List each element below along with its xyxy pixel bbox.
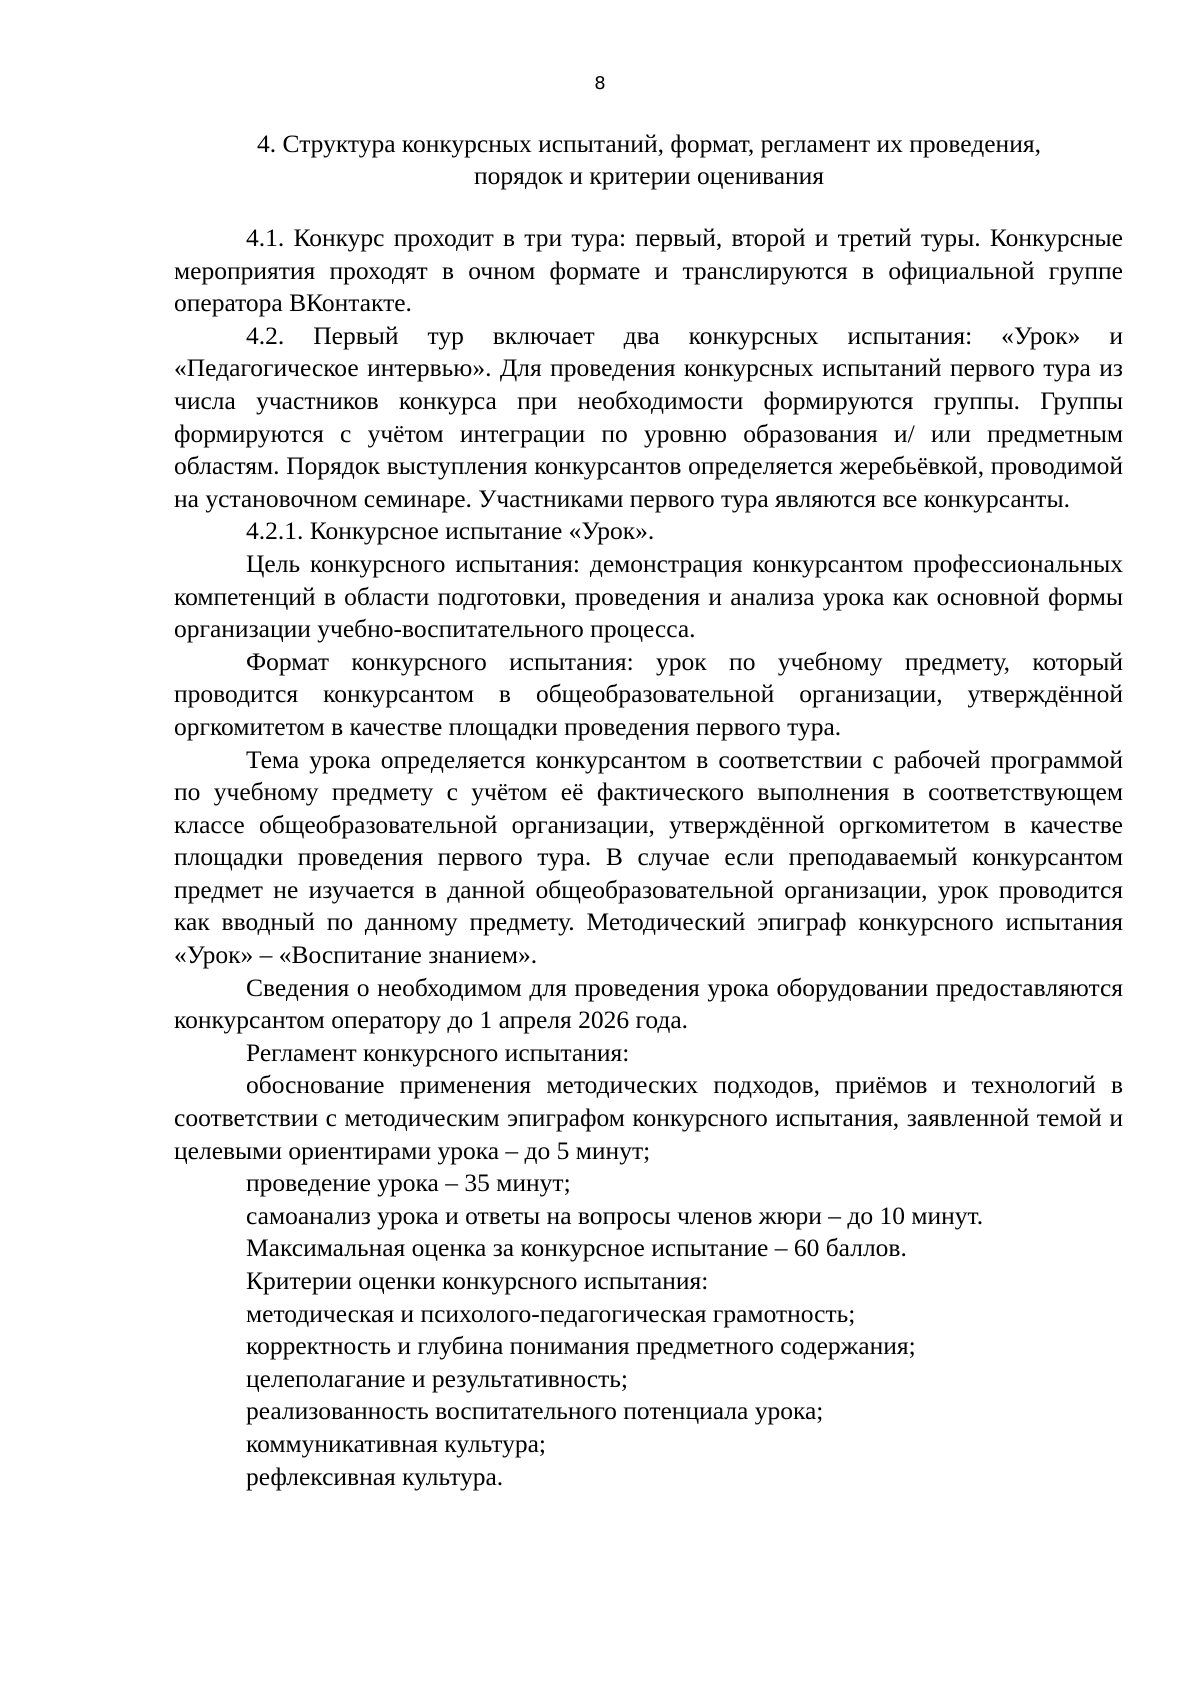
criteria-item: целеполагание и результативность; bbox=[246, 1363, 628, 1393]
section-heading-line-1: 4. Структура конкурсных испытаний, формат, регламент их проведения, bbox=[257, 129, 1041, 158]
regulation-item: проведение урока – 35 минут; bbox=[246, 1168, 571, 1198]
regulation-item: обоснование применения методических подходов, приёмов и технологий в соответствии с методическим эпиграфом конкурсного испытания, заявленной темой и целевыми ориентирами урока – до 5 минут; bbox=[174, 1070, 1123, 1165]
criteria-item: реализованность воспитательного потенциала урока; bbox=[246, 1396, 824, 1426]
document-body bbox=[174, 222, 1123, 1493]
paragraph-format: Формат конкурсного испытания: урок по учебному предмету, который проводится конкурсантом в общеобразовательной организации, утверждённой оргкомитетом в качестве площадки проведения первого тура. bbox=[174, 646, 1123, 741]
regulation-item: самоанализ урока и ответы на вопросы членов жюри – до 10 минут. bbox=[246, 1200, 984, 1230]
paragraph-equipment: Сведения о необходимом для проведения урока оборудовании предоставляются конкурсантом оператору до 1 апреля 2026 года. bbox=[174, 972, 1123, 1035]
paragraph-regulation-title: Регламент конкурсного испытания: bbox=[246, 1037, 630, 1067]
page-number: 8 bbox=[594, 73, 606, 94]
paragraph-4-2-1-title: 4.2.1. Конкурсное испытание «Урок». bbox=[246, 516, 655, 546]
paragraph-max-score: Максимальная оценка за конкурсное испытание – 60 баллов. bbox=[246, 1233, 907, 1263]
criteria-item: коммуникативная культура; bbox=[246, 1428, 546, 1458]
paragraph-goal: Цель конкурсного испытания: демонстрация конкурсантом профессиональных компетенций в области подготовки, проведения и анализа урока как основной формы организации учебно-воспитательного процесса. bbox=[174, 548, 1123, 644]
section-heading-line-2: порядок и критерии оценивания bbox=[473, 161, 825, 190]
paragraph-topic: Тема урока определяется конкурсантом в соответствии с рабочей программой по учебному предмету с учётом её фактического выполнения в соответствующем классе общеобразовательной организации, утверждённой оргкомитетом в качестве площадки проведения первого тура. В случае если преподаваемый конкурсантом предмет не изучается в данной общеобразовательной организации, урок проводится как вводный по данному предмету. Методический эпиграф конкурсного испытания «Урок» – «Воспитание знанием». bbox=[174, 744, 1123, 970]
paragraph-4-2: 4.2. Первый тур включает два конкурсных испытания: «Урок» и «Педагогическое интервью». Для проведения конкурсных испытаний первого тура из числа участников конкурса при необходимости формируются группы. Группы формируются с учётом интеграции по уровню образования и/ или предметным областям. Порядок выступления конкурсантов определяется жеребьёвкой, проводимой на установочном семинаре. Участниками первого тура являются все конкурсанты. bbox=[174, 320, 1123, 513]
paragraph-4-1: 4.1. Конкурс проходит в три тура: первый, второй и третий туры. Конкурсные мероприятия проходят в очном формате и транслируются в официальной группе оператора ВКонтакте. bbox=[174, 223, 1123, 318]
paragraph-criteria-title: Критерии оценки конкурсного испытания: bbox=[246, 1266, 709, 1295]
criteria-item: методическая и психолого-педагогическая грамотность; bbox=[246, 1298, 856, 1328]
section-heading bbox=[176, 128, 1122, 192]
criteria-item: рефлексивная культура. bbox=[246, 1461, 504, 1491]
criteria-item: корректность и глубина понимания предметного содержания; bbox=[246, 1331, 916, 1361]
